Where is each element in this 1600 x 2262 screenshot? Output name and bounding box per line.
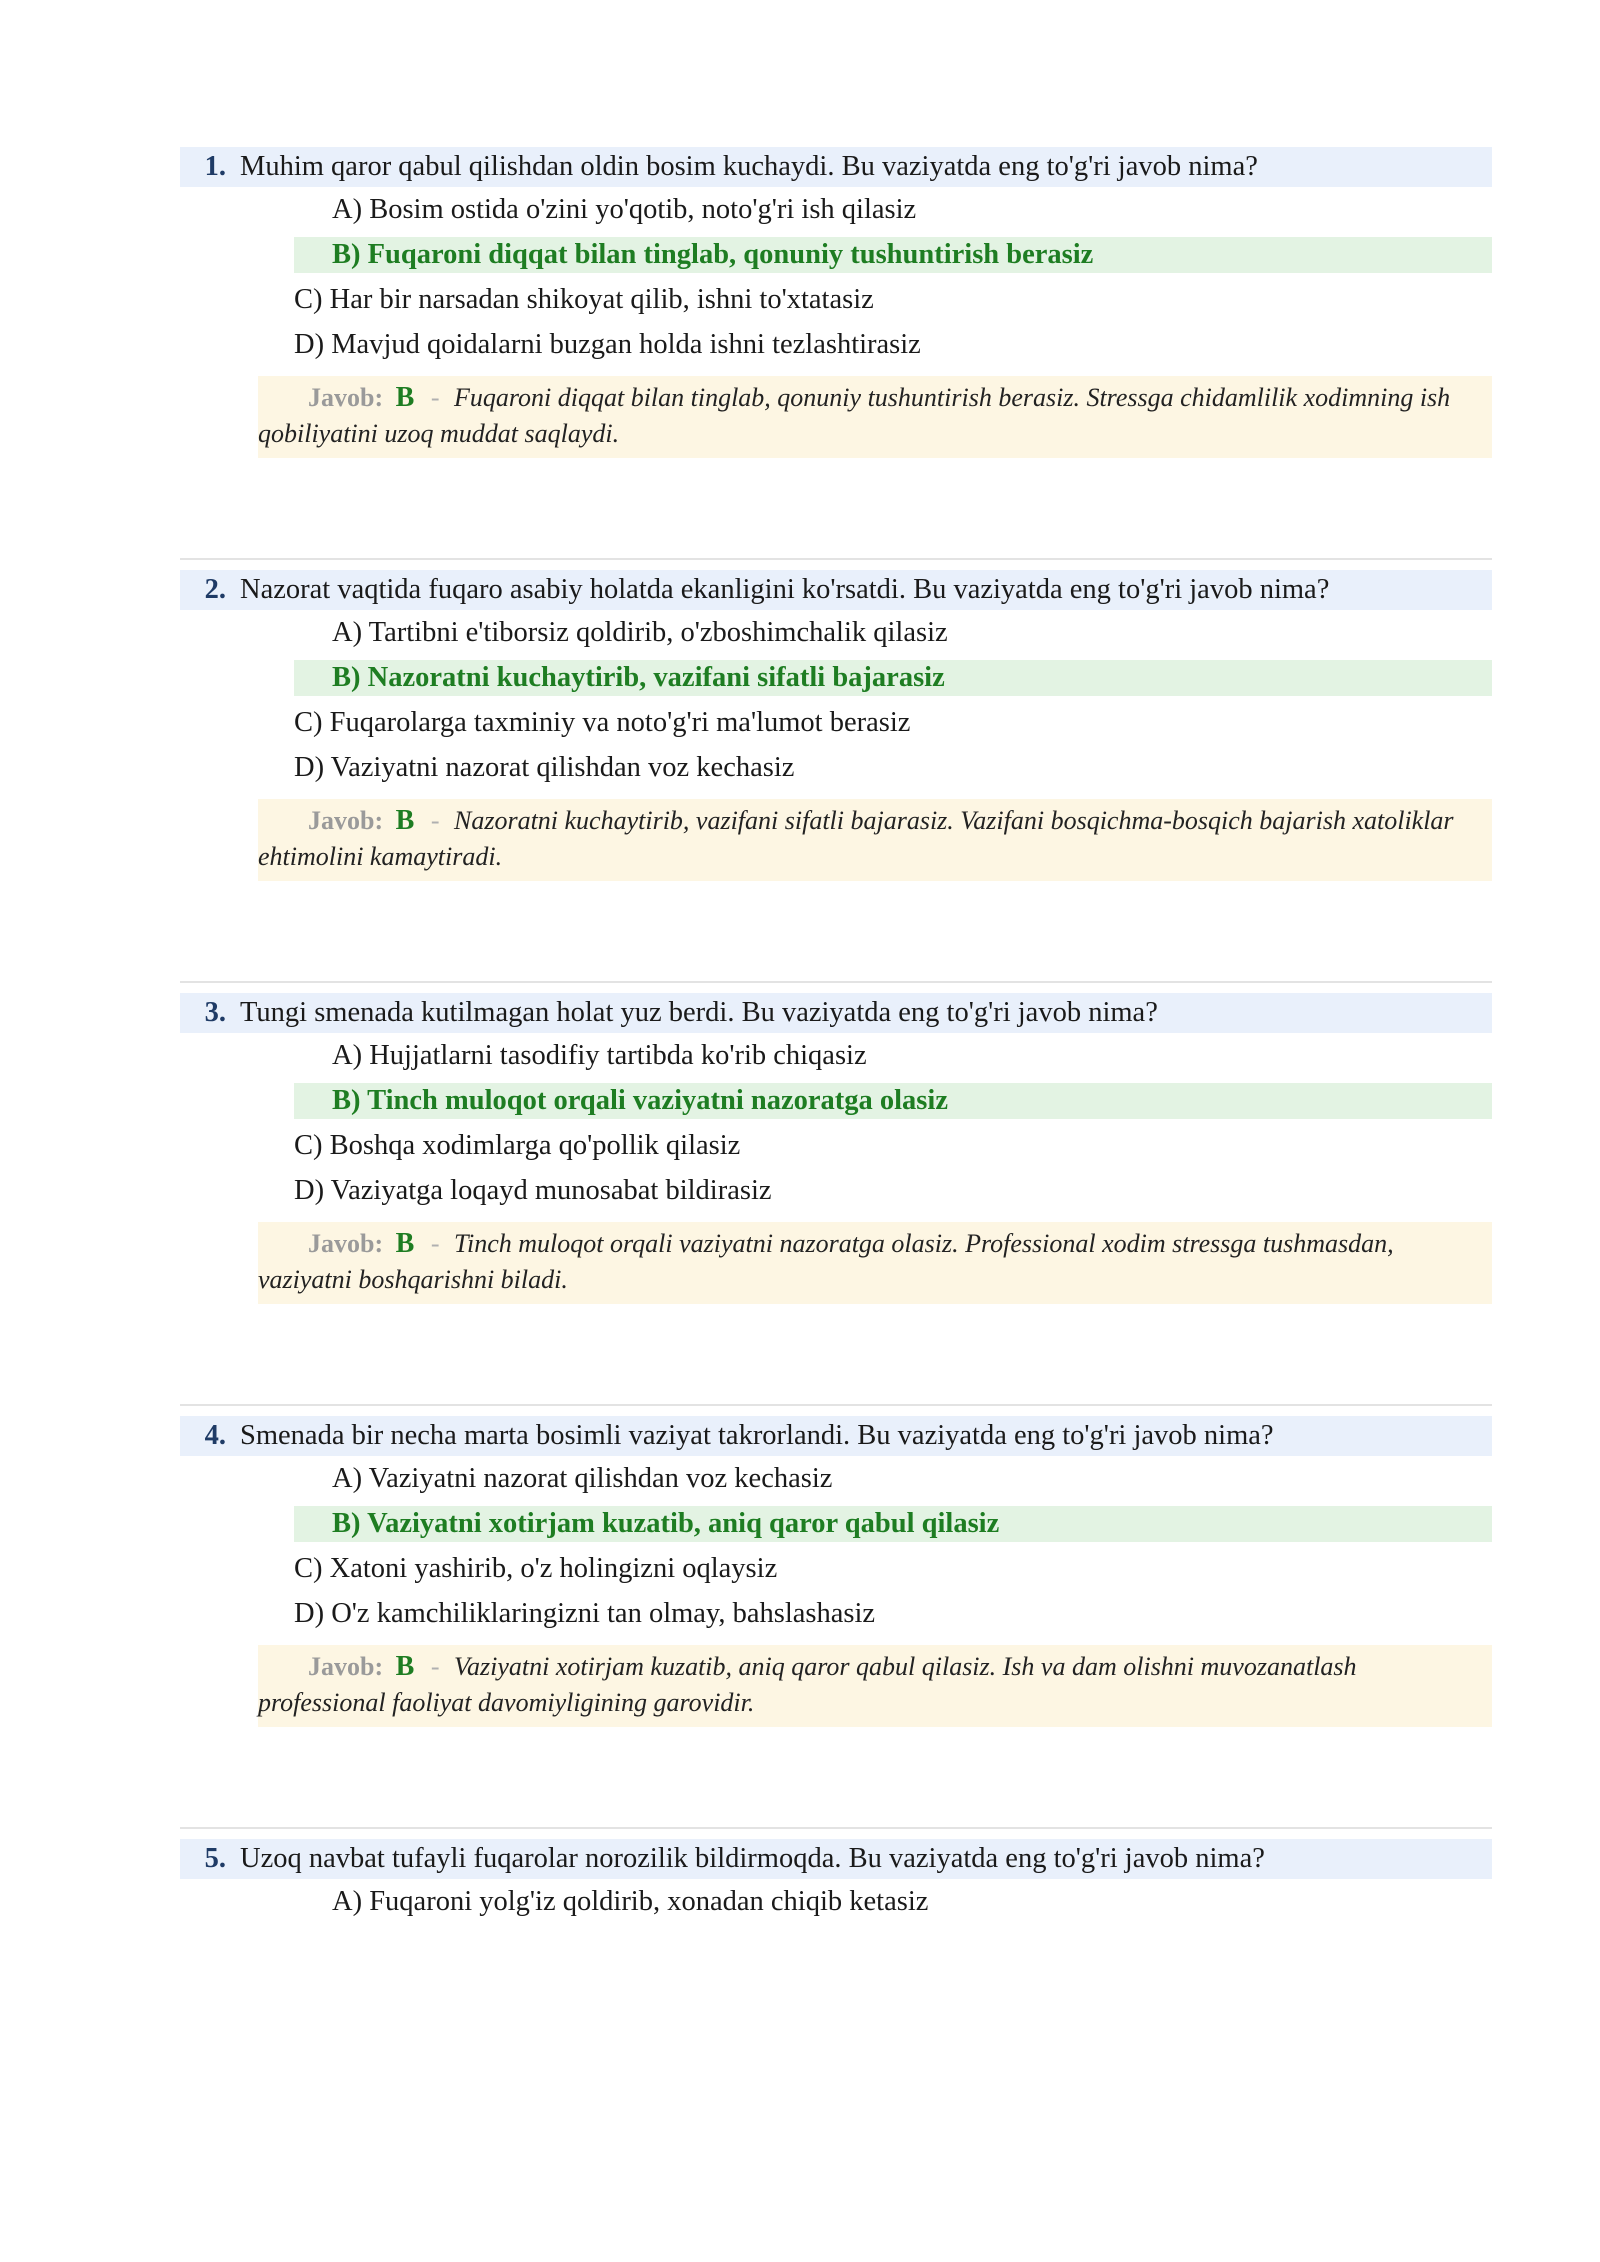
question-header — [180, 993, 1492, 1033]
divider — [180, 981, 1492, 983]
answer-box — [258, 376, 1492, 458]
option-d: D) Mavjud qoidalarni buzgan holda ishni tezlashtirasiz — [294, 328, 921, 360]
option-c: C) Boshqa xodimlarga qo'pollik qilasiz — [294, 1129, 741, 1161]
question-4 — [180, 1416, 1492, 1839]
question-text: Tungi smenada kutilmagan holat yuz berdi. Bu vaziyatda eng to'g'ri javob nima? — [240, 997, 1158, 1028]
option-a: A) Fuqaroni yolg'iz qoldirib, xonadan chiqib ketasiz — [332, 1885, 929, 1917]
option-d: D) Vaziyatga loqayd munosabat bildirasiz — [294, 1174, 772, 1206]
answer-box — [258, 1222, 1492, 1304]
answer-dash: - — [430, 1652, 440, 1681]
question-header — [180, 570, 1492, 610]
answer-box — [258, 799, 1492, 881]
divider — [180, 1827, 1492, 1829]
question-number: 1. — [204, 151, 226, 182]
option-d: D) O'z kamchiliklaringizni tan olmay, bahslashasiz — [294, 1597, 876, 1629]
question-number: 2. — [204, 574, 226, 605]
option-c: C) Har bir narsadan shikoyat qilib, ishni to'xtatasiz — [294, 283, 874, 315]
option-c: C) Fuqarolarga taxminiy va noto'g'ri ma'lumot berasiz — [294, 706, 911, 738]
option-b-correct: B) Nazoratni kuchaytirib, vazifani sifatli bajarasiz — [294, 660, 1492, 696]
answer-dash: - — [430, 806, 440, 835]
option-a: A) Tartibni e'tiborsiz qoldirib, o'zboshimchalik qilasiz — [332, 616, 948, 648]
question-number: 4. — [204, 1420, 226, 1451]
question-header — [180, 147, 1492, 187]
answer-explanation: Nazoratni kuchaytirib, vazifani sifatli bajarasiz. Vazifani bosqichma-bosqich bajarish xatoliklar ehtimolini kamaytiradi. — [258, 806, 1454, 871]
answer-label: Javob: — [308, 1229, 384, 1258]
question-header — [180, 1839, 1492, 1879]
option-c: C) Xatoni yashirib, o'z holingizni oqlaysiz — [294, 1552, 778, 1584]
option-a: A) Hujjatlarni tasodifiy tartibda ko'rib chiqasiz — [332, 1039, 867, 1071]
question-3 — [180, 993, 1492, 1416]
question-5 — [180, 1839, 1492, 2262]
question-header — [180, 1416, 1492, 1456]
option-b-correct: B) Tinch muloqot orqali vaziyatni nazoratga olasiz — [294, 1083, 1492, 1119]
question-text: Uzoq navbat tufayli fuqarolar norozilik bildirmoqda. Bu vaziyatda eng to'g'ri javob nima? — [240, 1843, 1265, 1874]
answer-letter: B — [395, 1228, 415, 1259]
answer-explanation: Fuqaroni diqqat bilan tinglab, qonuniy tushuntirish berasiz. Stressga chidamlilik xodimning ish qobiliyatini uzoq muddat saqlaydi. — [258, 383, 1451, 448]
answer-label: Javob: — [308, 383, 384, 412]
option-b-correct: B) Vaziyatni xotirjam kuzatib, aniq qaror qabul qilasiz — [294, 1506, 1492, 1542]
question-text: Muhim qaror qabul qilishdan oldin bosim kuchaydi. Bu vaziyatda eng to'g'ri javob nima? — [240, 151, 1258, 182]
answer-letter: B — [395, 805, 415, 836]
answer-dash: - — [430, 383, 440, 412]
answer-explanation: Vaziyatni xotirjam kuzatib, aniq qaror qabul qilasiz. Ish va dam olishni muvozanatlash professional faoliyat davomiyligining garovidir. — [258, 1652, 1357, 1717]
divider — [180, 558, 1492, 560]
question-2 — [180, 570, 1492, 993]
question-text: Nazorat vaqtida fuqaro asabiy holatda ekanligini ko'rsatdi. Bu vaziyatda eng to'g'ri javob nima? — [240, 574, 1330, 605]
question-text: Smenada bir necha marta bosimli vaziyat takrorlandi. Bu vaziyatda eng to'g'ri javob nima? — [240, 1420, 1274, 1451]
answer-letter: B — [395, 382, 415, 413]
option-d: D) Vaziyatni nazorat qilishdan voz kechasiz — [294, 751, 795, 783]
divider — [180, 1404, 1492, 1406]
question-number: 3. — [204, 997, 226, 1028]
answer-letter: B — [395, 1651, 415, 1682]
option-a: A) Vaziyatni nazorat qilishdan voz kechasiz — [332, 1462, 833, 1494]
option-a: A) Bosim ostida o'zini yo'qotib, noto'g'ri ish qilasiz — [332, 193, 917, 225]
question-1 — [180, 147, 1492, 570]
option-b-correct: B) Fuqaroni diqqat bilan tinglab, qonuniy tushuntirish berasiz — [294, 237, 1492, 273]
answer-box — [258, 1645, 1492, 1727]
answer-label: Javob: — [308, 806, 384, 835]
question-number: 5. — [204, 1843, 226, 1874]
answer-dash: - — [430, 1229, 440, 1258]
answer-explanation: Tinch muloqot orqali vaziyatni nazoratga olasiz. Professional xodim stressga tushmasdan, vaziyatni boshqarishni biladi. — [258, 1229, 1394, 1294]
quiz-page — [180, 147, 1492, 2262]
answer-label: Javob: — [308, 1652, 384, 1681]
